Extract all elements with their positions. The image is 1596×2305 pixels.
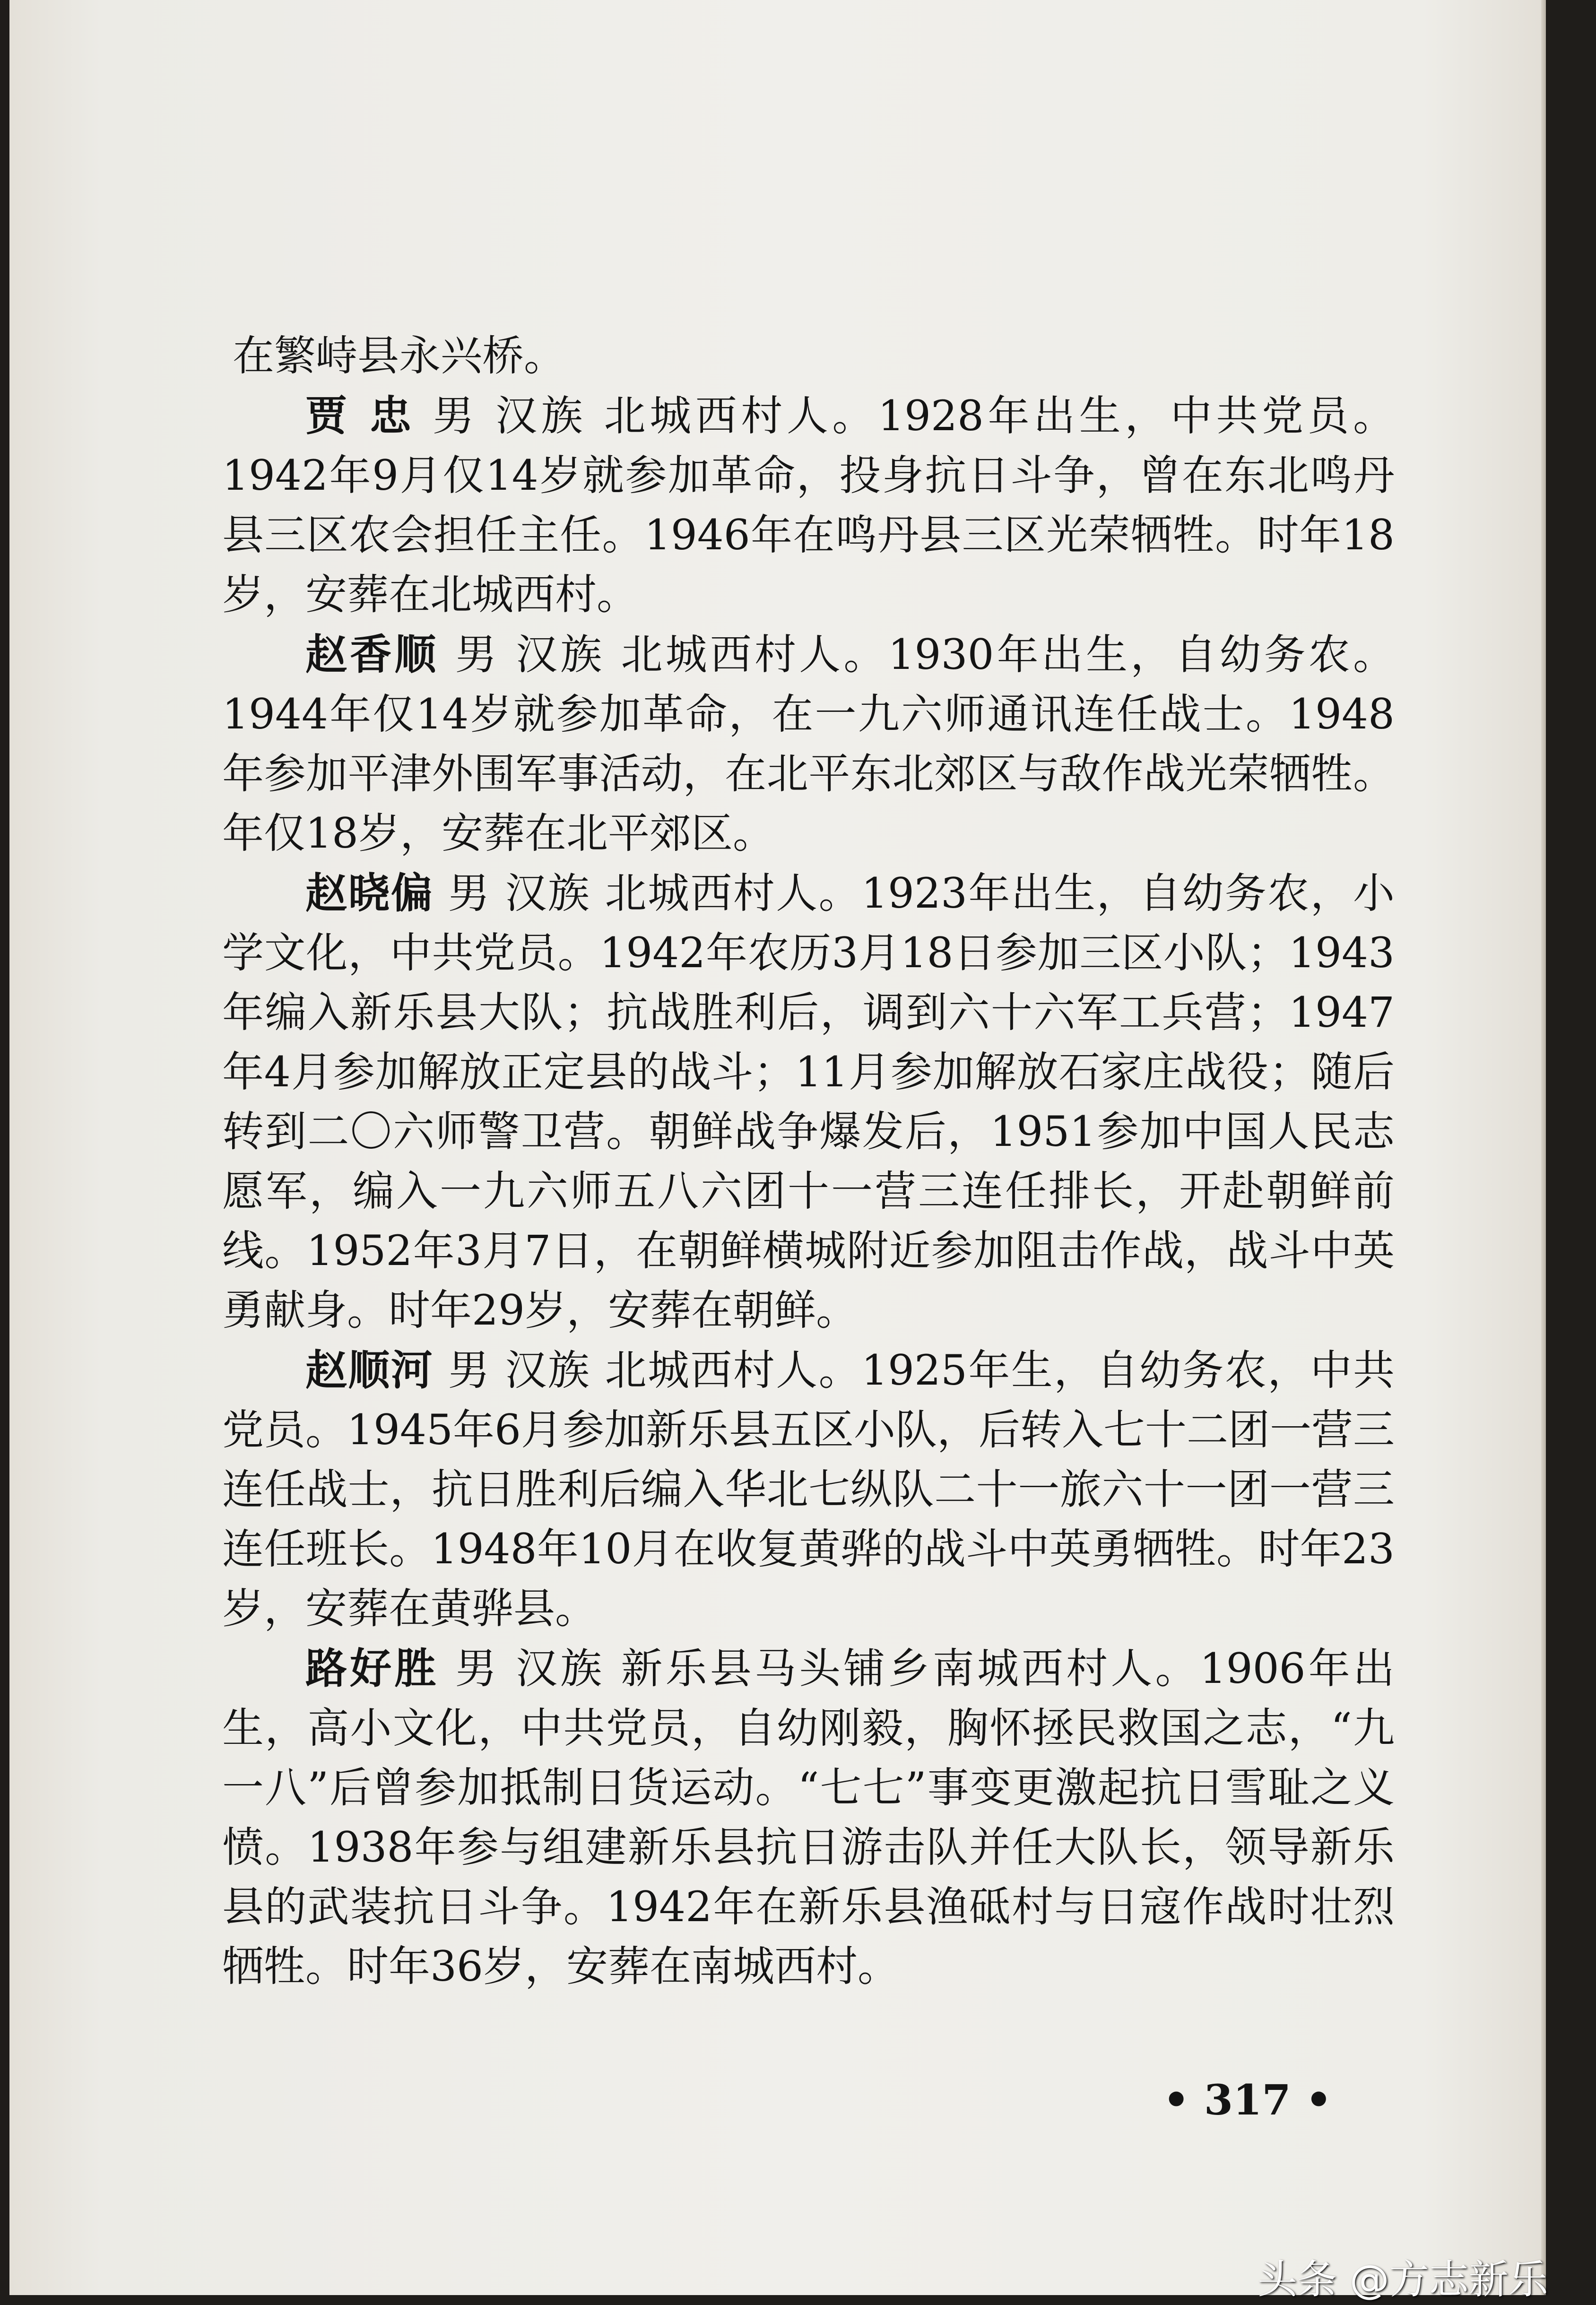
person-name: 路好胜	[305, 1644, 439, 1693]
page-number: • 317 •	[1163, 2075, 1332, 2124]
person-name: 贾 忠	[305, 391, 416, 440]
paragraph-zhao-xiangshun	[222, 624, 1395, 863]
paragraph-text: 男 汉族 北城西村人。1923年出生，自幼务农，小学文化，中共党员。1942年农历3月18日参加三区小队；1943年编入新乐县大队；抗战胜利后，调到六十六军工兵营；1947年4月参加解放正定县的战斗；11月参加解放石家庄战役；随后转到二〇六师警卫营。朝鲜战争爆发后，1951参加中国人民志愿军，编入一九六师五八六团十一营三连任排长，开赴朝鲜前线。1952年3月7日，在朝鲜横城附近参加阻击作战，战斗中英勇献身。时年29岁，安葬在朝鲜。	[222, 869, 1395, 1334]
book-page	[9, 0, 1546, 2295]
paragraph-text: 男 汉族 北城西村人。1928年出生，中共党员。1942年9月仅14岁就参加革命，投身抗日斗争，曾在东北鸣丹县三区农会担任主任。1946年在鸣丹县三区光荣牺牲。时年18岁，安葬在北城西村。	[222, 391, 1395, 619]
paragraph-zhao-xiaopian	[222, 863, 1395, 1340]
paragraph-text: 男 汉族 新乐县马头铺乡南城西村人。1906年出生，高小文化，中共党员，自幼刚毅，胸怀拯民救国之志，“九一八”后曾参加抵制日货运动。“七七”事变更激起抗日雪耻之义愤。1938年参与组建新乐县抗日游击队并任大队长，领导新乐县的武装抗日斗争。1942年在新乐县渔砥村与日寇作战时壮烈牺牲。时年36岁，安葬在南城西村。	[222, 1644, 1395, 1991]
paragraph-zhao-shunhe	[222, 1340, 1395, 1638]
paragraph-lu-haosheng	[222, 1638, 1395, 1996]
paragraph-text: 男 汉族 北城西村人。1925年生，自幼务农，中共党员。1945年6月参加新乐县五区小队，后转入七十二团一营三连任战士，抗日胜利后编入华北七纵队二十一旅六十一团一营三连任班长。1948年10月在收复黄骅的战斗中英勇牺牲。时年23岁，安葬在黄骅县。	[222, 1346, 1395, 1633]
body-text	[222, 326, 1395, 1996]
paragraph-jia-zhong	[222, 386, 1395, 624]
person-name: 赵顺河	[305, 1345, 434, 1395]
person-name: 赵晓偏	[305, 868, 434, 918]
paragraph-continuation	[222, 326, 1395, 386]
person-name: 赵香顺	[305, 630, 439, 679]
watermark: 头条 @方志新乐	[1258, 2256, 1548, 2303]
paragraph-text: 在繁峙县永兴桥。	[233, 331, 566, 380]
paragraph-text: 男 汉族 北城西村人。1930年出生，自幼务农。1944年仅14岁就参加革命，在一九六师通讯连任战士。1948年参加平津外围军事活动，在北平东北郊区与敌作战光荣牺牲。年仅18岁，安葬在北平郊区。	[222, 630, 1395, 858]
page-edge	[1541, 0, 1546, 2295]
